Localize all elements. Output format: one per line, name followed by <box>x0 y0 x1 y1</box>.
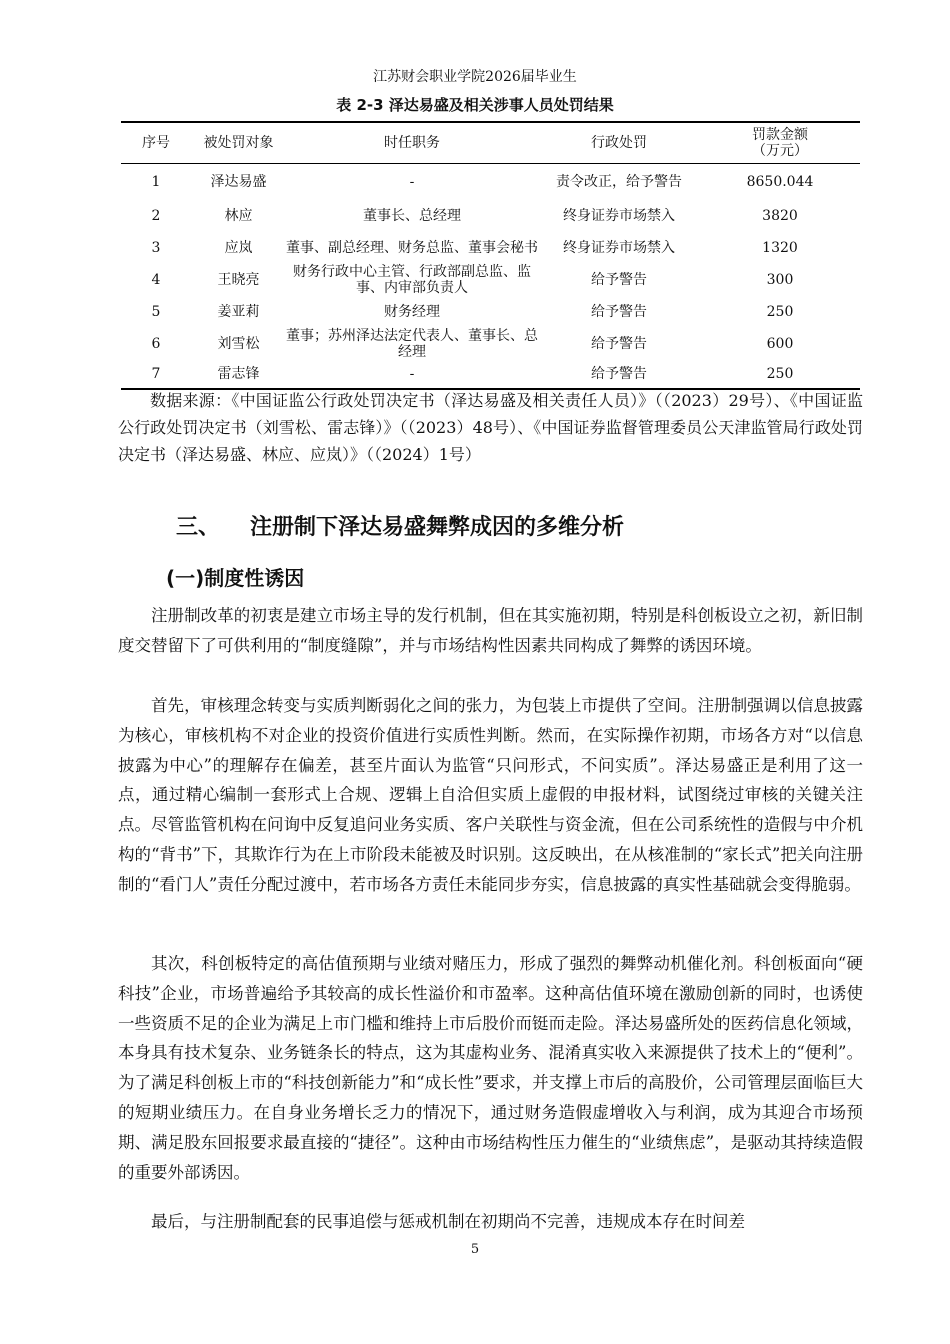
page-number: 5 <box>470 1242 480 1257</box>
cell-seq: 4 <box>151 272 161 288</box>
col-header-subject: 被处罚对象 <box>191 122 286 164</box>
cell-seq: 1 <box>151 174 161 190</box>
cell-position: 董事、副总经理、财务总监、董事会秘书 <box>286 240 538 256</box>
table-row <box>121 232 860 264</box>
cell-seq: 6 <box>151 336 161 352</box>
col-header-seq: 序号 <box>121 122 191 164</box>
cell-subject: 林应 <box>224 208 253 224</box>
col-header-penalty: 行政处罚 <box>538 122 700 164</box>
body-paragraph-3: 其次，科创板特定的高估值预期与业绩对赌压力，形成了强烈的舞弊动机催化剂。科创板面向“硬科技”企业，市场普遍给予其较高的成长性溢价和市盈率。这种高估值环境在激励创新的同时，也诱使一些资质不足的企业为满足上市门槛和维持上市后股价而铤而走险。泽达易盛所处的医药信息化领域，本身具有技术复杂、业务链条长的特点，这为其虚构业务、混淆真实收入来源提供了技术上的“便利”。为了满足科创板上市的“科技创新能力”和“成长性”要求，并支撑上市后的高股价，公司管理层面临巨大的短期业绩压力。在自身业务增长乏力的情况下，通过财务造假虚增收入与利润，成为其迎合市场预期、满足股东回报要求最直接的“捷径”。这种由市场结构性压力催生的“业绩焦虑”，是驱动其持续造假的重要外部诱因。 <box>118 954 863 1182</box>
cell-fine: 300 <box>766 272 794 288</box>
table-row <box>121 296 860 328</box>
cell-fine: 3820 <box>762 208 798 224</box>
section-title: 注册制下泽达易盛舞弊成因的多维分析 <box>250 515 625 540</box>
col-header-fine-line1: 罚款金额 <box>752 127 808 143</box>
cell-penalty: 给予警告 <box>591 336 647 352</box>
cell-subject: 泽达易盛 <box>210 174 267 190</box>
penalty-table <box>121 121 860 390</box>
col-header-position: 时任职务 <box>286 122 538 164</box>
cell-position: 财务经理 <box>384 304 440 320</box>
table-row <box>121 164 860 201</box>
cell-position: - <box>286 360 538 389</box>
col-header-fine-line2: （万元） <box>752 143 808 159</box>
cell-seq: 5 <box>151 304 161 320</box>
cell-penalty: 终身证券市场禁入 <box>563 240 675 256</box>
running-header: 江苏财会职业学院2026届毕业生 <box>373 69 577 85</box>
body-paragraph-4: 最后，与注册制配套的民事追偿与惩戒机制在初期尚不完善，违规成本存在时间差 <box>151 1212 745 1231</box>
cell-subject: 姜亚莉 <box>217 304 260 320</box>
cell-penalty: 给予警告 <box>591 272 647 288</box>
cell-position: 董事长、总经理 <box>363 208 461 224</box>
table-row <box>121 264 860 296</box>
section-number: 三、 <box>176 515 221 540</box>
table-source-note: 数据来源：《中国证监公行政处罚决定书（泽达易盛及相关责任人员）》（（2023）29号）、《中国证监公行政处罚决定书（刘雪松、雷志锋）》（（2023）48号）、《中国证券监督管理委员公天津监管局行政处罚决定书（泽达易盛、林应、应岚）》（（2024）1号） <box>118 391 863 464</box>
subsection-heading: (一)制度性诱因 <box>166 566 305 590</box>
body-paragraph-2: 首先，审核理念转变与实质判断弱化之间的张力，为包装上市提供了空间。注册制强调以信息披露为核心，审核机构不对企业的投资价值进行实质性判断。然而，在实际操作初期，市场各方对“以信息披露为中心”的理解存在偏差，甚至片面认为监管“只问形式，不问实质”。泽达易盛正是利用了这一点，通过精心编制一套形式上合规、逻辑上自洽但实质上虚假的申报材料，试图绕过审核的关键关注点。尽管监管机构在问询中反复追问业务实质、客户关联性与资金流，但在公司系统性的造假与中介机构的“背书”下，其欺诈行为在上市阶段未能被及时识别。这反映出，在从核准制的“家长式”把关向注册制的“看门人”责任分配过渡中，若市场各方责任未能同步夯实，信息披露的真实性基础就会变得脆弱。 <box>118 696 863 894</box>
cell-fine: 250 <box>766 304 794 320</box>
cell-position: 财务行政中心主管、行政部副总监、监事、内审部负责人 <box>293 264 531 296</box>
section-heading <box>176 510 624 541</box>
cell-penalty: 给予警告 <box>538 360 700 389</box>
cell-penalty: 终身证券市场禁入 <box>563 208 675 224</box>
cell-subject: 雷志锋 <box>191 360 286 389</box>
cell-seq: 7 <box>121 360 191 389</box>
cell-fine: 250 <box>700 360 860 389</box>
cell-penalty: 责令改正，给予警告 <box>556 174 682 190</box>
cell-fine: 1320 <box>762 240 798 256</box>
col-header-fine <box>700 122 860 164</box>
cell-position: 董事；苏州泽达法定代表人、董事长、总经理 <box>286 328 538 360</box>
table-row <box>121 328 860 360</box>
cell-seq: 3 <box>151 240 161 256</box>
cell-penalty: 给予警告 <box>591 304 647 320</box>
penalty-table-container <box>121 121 860 390</box>
cell-fine: 8650.044 <box>746 174 814 190</box>
table-caption: 表 2-3 泽达易盛及相关涉事人员处罚结果 <box>336 96 614 114</box>
cell-subject: 王晓亮 <box>217 272 260 288</box>
body-paragraph-1: 注册制改革的初衷是建立市场主导的发行机制，但在其实施初期，特别是科创板设立之初，新旧制度交替留下了可供利用的“制度缝隙”，并与市场结构性因素共同构成了舞弊的诱因环境。 <box>118 606 863 655</box>
table-row <box>121 360 860 389</box>
cell-seq: 2 <box>151 208 161 224</box>
cell-subject: 应岚 <box>224 240 253 256</box>
cell-fine: 600 <box>766 336 794 352</box>
cell-subject: 刘雪松 <box>217 336 260 352</box>
table-header-row <box>121 122 860 164</box>
cell-position: - <box>409 174 415 190</box>
table-row <box>121 200 860 232</box>
